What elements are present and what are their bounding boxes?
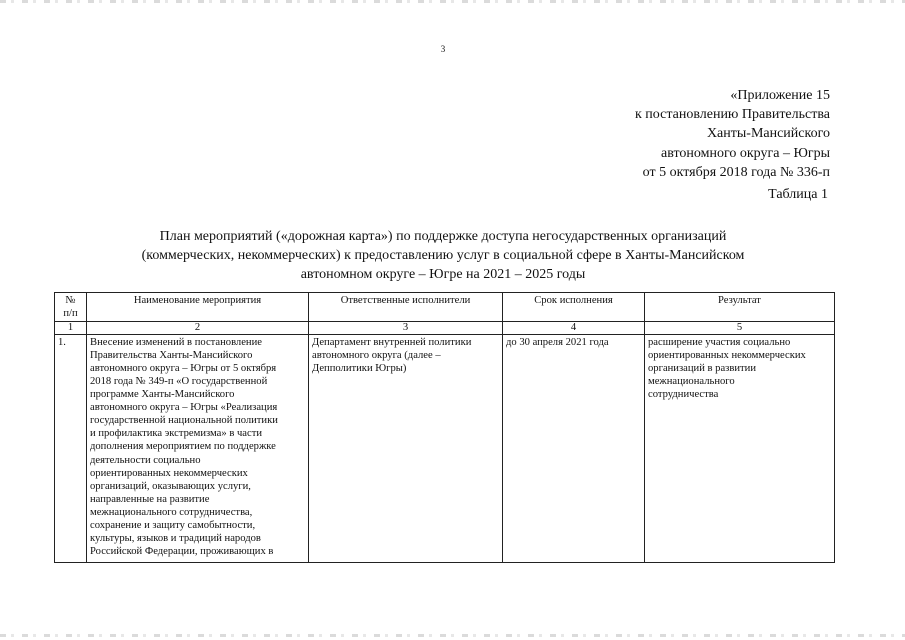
result-cell: [645, 335, 835, 563]
measure-name-line: культуры, языков и традиций народов: [90, 532, 261, 544]
header-num-symbol: №: [65, 295, 76, 306]
responsible-line: Департамент внутренней политики: [312, 337, 472, 349]
appendix-reference: [635, 86, 830, 182]
title-line: автономном округе – Югре на 2021 – 2025 годы: [300, 267, 586, 282]
column-number: 4: [503, 322, 645, 335]
measure-name-line: направленные на развитие: [90, 493, 210, 505]
responsible-cell: [309, 335, 503, 563]
responsible-line: автономного округа (далее –: [312, 350, 441, 362]
column-number: 1: [55, 322, 87, 335]
column-number: 5: [645, 322, 835, 335]
column-number: 2: [87, 322, 309, 335]
header-num-abbr: п/п: [63, 308, 78, 320]
deadline-text: до 30 апреля 2021 года: [506, 337, 609, 349]
measure-name-line: автономного округа – Югры «Реализация: [90, 402, 278, 414]
measure-name-line: программе Ханты-Мансийского: [90, 389, 235, 401]
measure-name-line: ориентированных некоммерческих: [90, 467, 248, 479]
measure-name-line: Внесение изменений в постановление: [90, 337, 262, 349]
row-number: 1.: [55, 335, 87, 563]
measure-name-line: и профилактика экстремизма» в части: [90, 428, 263, 440]
column-number-row: [55, 322, 835, 335]
title-line: План мероприятий («дорожная карта») по поддержке доступа негосударственных организаций: [159, 229, 727, 244]
appendix-line: к постановлению Правительства: [634, 107, 830, 123]
measure-name-line: Правительства Ханты-Мансийского: [90, 350, 253, 362]
header-deadline: Срок исполнения: [503, 293, 645, 322]
appendix-line: «Приложение 15: [730, 88, 830, 103]
result-line: ориентированных некоммерческих: [648, 350, 806, 362]
measure-name-line: автономного округа – Югры от 5 октября: [90, 363, 277, 375]
measure-name-line: Российской Федерации, проживающих в: [90, 545, 274, 557]
appendix-line: от 5 октября 2018 года № 336-п: [642, 164, 830, 180]
header-result: Результат: [645, 293, 835, 322]
result-line: расширение участия социально: [648, 337, 791, 349]
measure-name-line: межнационального сотрудничества,: [90, 506, 253, 518]
result-line: сотрудничества: [648, 389, 719, 401]
measure-name-line: сохранение и защиту самобытности,: [90, 519, 256, 531]
measure-name-line: организаций, оказывающих услуги,: [90, 480, 251, 492]
table-row: [55, 335, 835, 563]
appendix-line: автономного округа – Югры: [661, 145, 830, 161]
header-num: [55, 293, 87, 322]
column-number: 3: [309, 322, 503, 335]
measure-name-line: деятельности социально: [90, 454, 201, 466]
scan-edge-bottom: [0, 634, 905, 637]
measure-name-line: государственной национальной политики: [90, 415, 278, 427]
responsible-line: Депполитики Югры): [312, 363, 407, 375]
title-line: (коммерческих, некоммерческих) к предоставлению услуг в социальной сфере в Ханты-Мансийском: [141, 248, 745, 263]
table-header-row: [55, 293, 835, 322]
measure-name-cell: [87, 335, 309, 563]
result-line: организаций в развитии: [648, 363, 756, 375]
page-number: 3: [440, 44, 446, 54]
measure-name-line: дополнения мероприятием по поддержке: [90, 441, 276, 453]
measure-name-line: 2018 года № 349-п «О государственной: [90, 376, 268, 388]
scan-edge-top: [0, 0, 905, 3]
deadline-cell: [503, 335, 645, 563]
header-responsible: Ответственные исполнители: [309, 293, 503, 322]
appendix-line: Ханты-Мансийского: [706, 126, 830, 142]
document-title: [90, 227, 796, 284]
header-name: Наименование мероприятия: [87, 293, 309, 322]
result-line: межнационального: [648, 376, 735, 388]
roadmap-table: [54, 292, 835, 563]
table-label: Таблица 1: [768, 187, 828, 202]
